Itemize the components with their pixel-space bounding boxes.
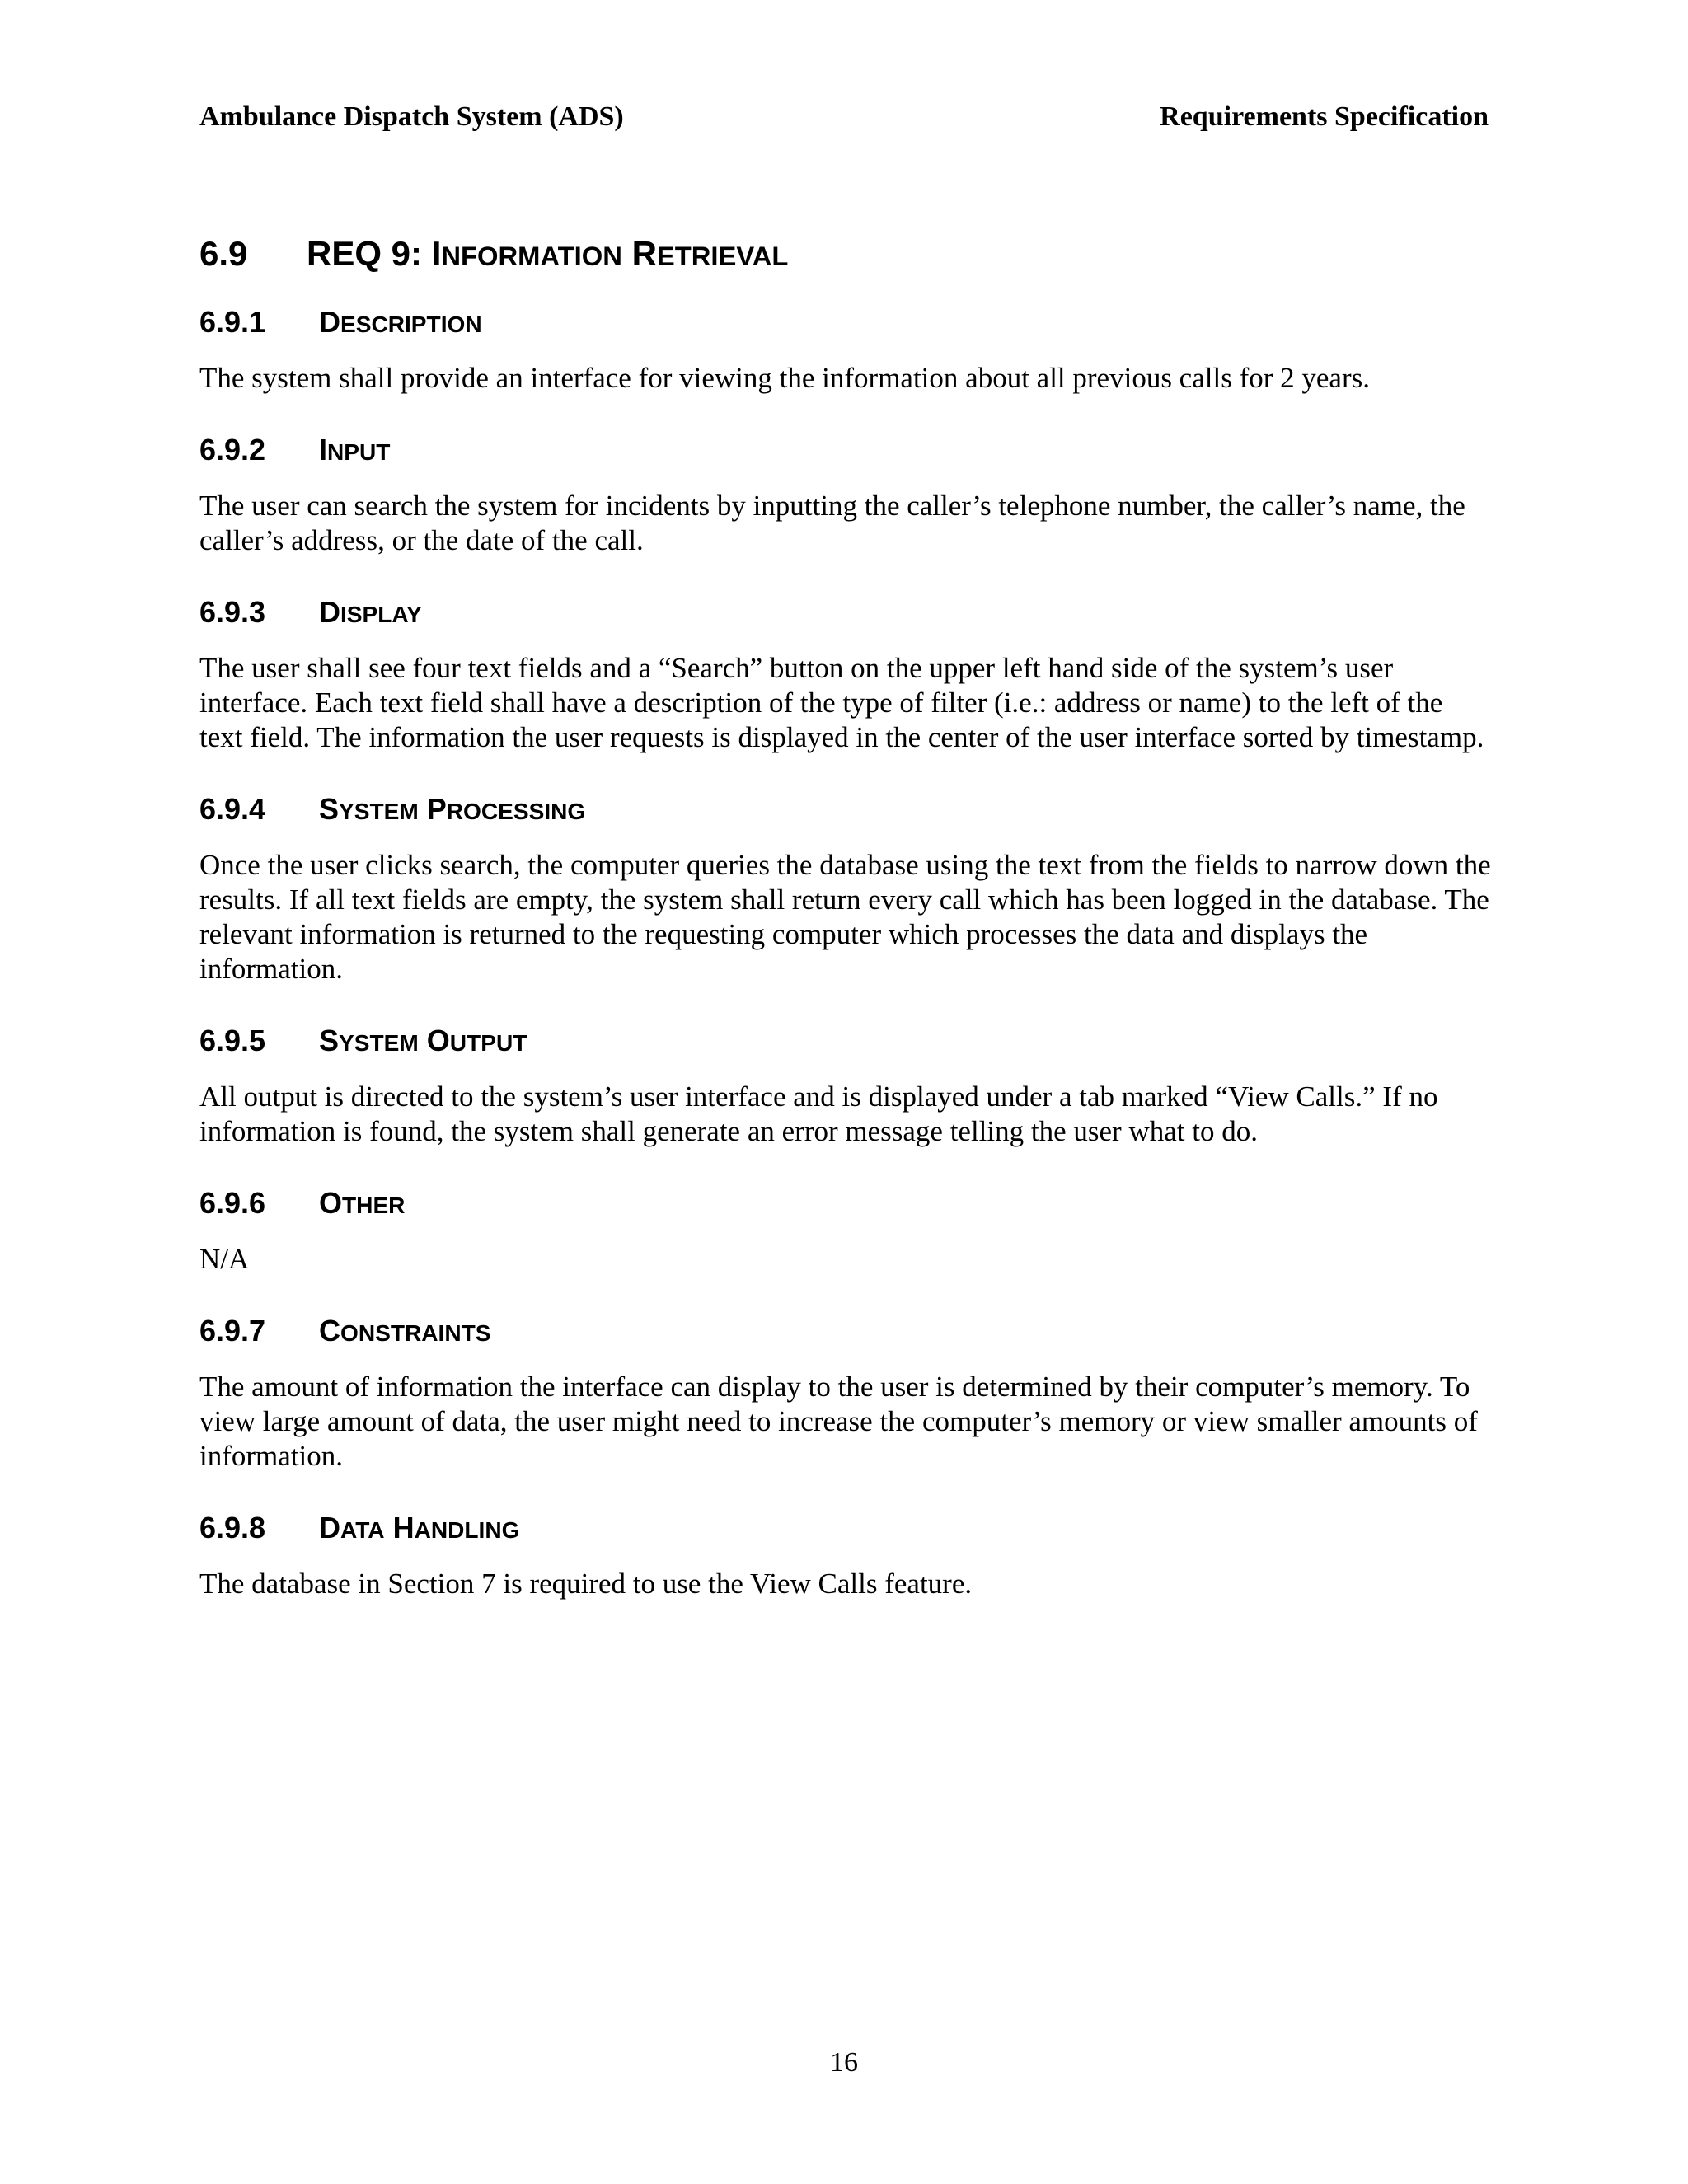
title-initial: C: [319, 1314, 340, 1347]
subsection-number: 6.9.7: [199, 1314, 266, 1347]
subsection-paragraph: The system shall provide an interface for viewing the information about all previous calls for 2 years.: [199, 362, 1370, 394]
subsection-number: 6.9.1: [199, 305, 266, 339]
section-heading: [199, 231, 1492, 279]
title-initial: D: [319, 1511, 340, 1544]
subsection-title: [319, 1311, 491, 1353]
title-initial: I: [319, 433, 328, 466]
subsection-title: [319, 1021, 527, 1063]
subsection-paragraph: The user shall see four text fields and a “Search” button on the upper left hand side of the system’s user interface. Each text field shall have a description of the type of filter (i.e.: address or name) to the left of the text field. The information the user requests is displayed in the center of the user interface sorted by timestamp.: [199, 652, 1484, 753]
title-rest: UTPUT: [449, 1030, 528, 1056]
title-rest: ROCESSING: [446, 799, 586, 824]
subsection-paragraph: All output is directed to the system’s user interface and is displayed under a tab marked “View Calls.” If no information is found, the system shall generate an error message telling the user what to do.: [199, 1080, 1438, 1147]
section-title: [307, 231, 788, 279]
subsection-heading: [199, 430, 1492, 472]
subsection-paragraph: The amount of information the interface can display to the user is determined by their computer’s memory. To view large amount of data, the user might need to increase the computer’s memory or view smaller amounts of information.: [199, 1371, 1478, 1472]
section-title-rest: ETRIEVAL: [656, 241, 789, 271]
subsection-paragraph: Once the user clicks search, the computer queries the database using the text from the fields to narrow down the results. If all text fields are empty, the system shall return every call which has been logged in the database. The relevant information is returned to the requesting computer which processes the data and displays the information.: [199, 849, 1491, 985]
title-rest: YSTEM: [339, 799, 419, 824]
title-initial: H: [392, 1511, 415, 1544]
subsection-heading: [199, 302, 1492, 344]
subsection-title: [319, 302, 482, 344]
subsection-title: [319, 593, 422, 635]
header-document-title: Ambulance Dispatch System (ADS): [199, 101, 624, 132]
section-number: 6.9: [199, 234, 248, 273]
subsection-title: [319, 1183, 405, 1226]
title-initial: O: [319, 1186, 343, 1220]
subsection-heading: [199, 1183, 1492, 1226]
main-content: [199, 231, 1492, 1636]
title-rest: THER: [342, 1193, 406, 1218]
subsection-title: [319, 430, 390, 472]
subsection-number: 6.9.4: [199, 792, 266, 826]
title-initial: D: [319, 595, 340, 629]
subsection-heading: [199, 1311, 1492, 1353]
subsection-title: [319, 1508, 519, 1550]
subsection-heading: [199, 790, 1492, 832]
subsection-paragraph: N/A: [199, 1243, 250, 1275]
subsection-number: 6.9.8: [199, 1511, 266, 1544]
section-title-initial: I: [431, 234, 442, 273]
subsection-heading: [199, 1508, 1492, 1550]
subsection-paragraph: The user can search the system for incidents by inputting the caller’s telephone number, the caller’s name, the caller’s address, or the date of the call.: [199, 490, 1465, 556]
title-initial: S: [319, 792, 340, 826]
subsection-number: 6.9.6: [199, 1186, 266, 1220]
subsection-number: 6.9.3: [199, 595, 266, 629]
header-document-type: Requirements Specification: [1160, 101, 1489, 132]
title-rest: ANDLING: [414, 1517, 520, 1543]
page-number: 16: [830, 2047, 858, 2078]
title-rest: ATA: [340, 1517, 385, 1543]
title-rest: ONSTRAINTS: [340, 1320, 491, 1346]
title-initial: D: [319, 305, 340, 339]
subsection-paragraph: The database in Section 7 is required to use the View Calls feature.: [199, 1568, 973, 1600]
title-rest: ESCRIPTION: [340, 312, 482, 337]
section-title-initial: R: [631, 234, 657, 273]
title-initial: S: [319, 1024, 340, 1057]
subsection-number: 6.9.5: [199, 1024, 266, 1057]
subsection-title: [319, 790, 585, 832]
title-rest: NPUT: [327, 439, 391, 465]
title-initial: O: [426, 1024, 450, 1057]
title-initial: P: [426, 792, 447, 826]
subsection-heading: [199, 593, 1492, 635]
subsection-heading: [199, 1021, 1492, 1063]
running-header: [199, 99, 1489, 135]
title-rest: ISPLAY: [340, 602, 422, 627]
section-title-rest: NFORMATION: [441, 241, 622, 271]
subsection-number: 6.9.2: [199, 433, 266, 466]
section-title-prefix: REQ 9:: [307, 234, 432, 273]
title-rest: YSTEM: [339, 1030, 419, 1056]
